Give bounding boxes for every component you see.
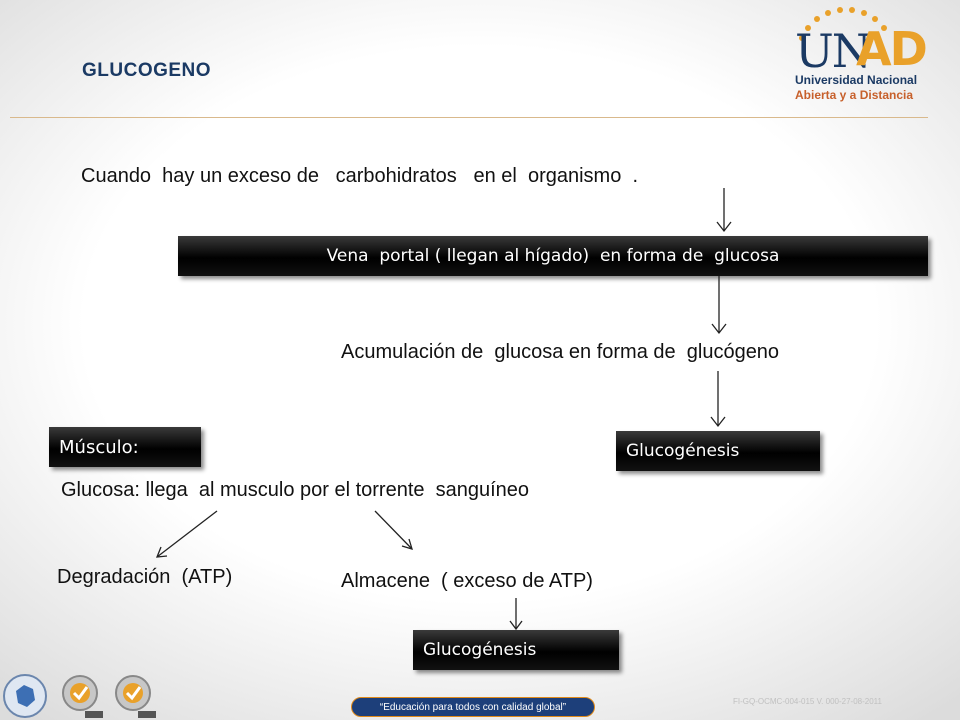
arrow-accumulation-to-glucogenesis [711, 371, 725, 426]
portal-vein-box: Vena portal ( llegan al hígado) en forma de glucosa [178, 236, 928, 276]
logo-wordmark-ad: AD [856, 22, 926, 76]
arrow-intro-to-portal [717, 188, 731, 231]
arrow-portal-to-accumulation [712, 276, 726, 333]
slide-title: GLUCOGENO [82, 60, 212, 81]
storage-text: Almacene ( exceso de ATP) [341, 570, 593, 592]
degradation-text: Degradación (ATP) [57, 566, 233, 588]
arrow-glucose-to-degradation [157, 511, 217, 557]
logo-wordmark-un: UN [795, 24, 871, 78]
footer-slogan: “Educación para todos con calidad global” [351, 697, 595, 717]
glucogenesis-box-liver: Glucogénesis [616, 431, 820, 471]
arrow-glucose-to-storage [375, 511, 412, 549]
logo-line-1: Universidad Nacional [795, 73, 918, 87]
muscle-box: Músculo: [49, 427, 201, 467]
accumulation-text: Acumulación de glucosa en forma de glucógeno [341, 341, 780, 363]
intro-text: Cuando hay un exceso de carbohidratos en el organismo . [81, 165, 639, 187]
logo-line-2: Abierta y a Distancia [795, 88, 914, 102]
sgs-certification-icon-2 [108, 673, 158, 719]
glucogenesis-box-muscle: Glucogénesis [413, 630, 619, 670]
arrow-storage-to-glucogenesis [510, 598, 522, 629]
sgs-certification-icon [55, 673, 105, 719]
muscle-glucose-text: Glucosa: llega al musculo por el torrente sanguíneo [61, 479, 530, 501]
document-code: FI-GQ-OCMC-004-015 V. 000-27-08-2011 [733, 697, 882, 706]
colombia-seal-icon [2, 673, 48, 719]
